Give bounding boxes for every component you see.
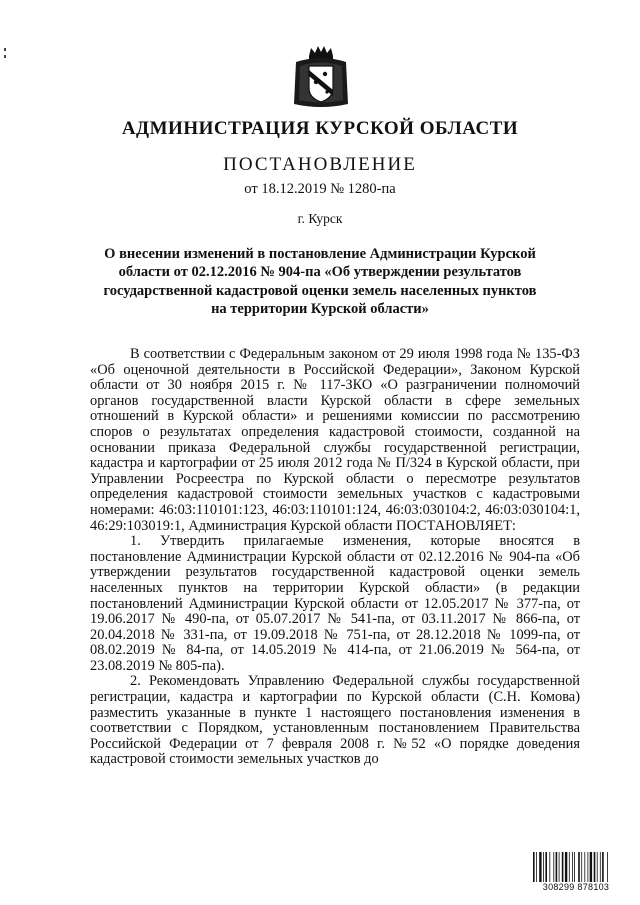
coat-of-arms-emblem xyxy=(292,44,350,110)
date-number: от 18.12.2019 № 1280-па xyxy=(244,181,396,197)
document-type: ПОСТАНОВЛЕНИЕ xyxy=(223,154,417,175)
paragraph-item-1: 1. Утвердить прилагаемые изменения, которые вносятся в постановление Администрации Курской области от 02.12.2016 № 904-па «Об утверждении результатов государственной кадастровой оценки земель населенных пунктов на территории Курской области» (в редакции постановлений Администрации Курской области от 12.05.2017 № 377-па, от 19.06.2017 № 490-па, от 05.07.2017 № 541-па, от 03.11.2017 № 866-па, от 20.04.2018 № 331-па, от 19.09.2018 № 751-па, от 28.12.2018 № 1099-па, от 08.02.2019 № 84-па, от 14.05.2019 № 414-па, от 21.06.2019 № 564-па, от 23.08.2019 № 805-па). xyxy=(90,533,580,674)
city: г. Курск xyxy=(297,211,343,226)
paragraph-item-2: 2. Рекомендовать Управлению Федеральной службы государственной регистрации, кадастра и картографии по Курской области (С.Н. Комова) разместить указанные в пункте 1 настоящего постановления изменения в соответствии с Порядком, установленным постановлением Правительства Российской Федерации от 7 февраля 2008 г. №52 «О порядке доведения кадастровой стоимости земельных участков до xyxy=(90,673,580,768)
document-subject: О внесении изменений в постановление Администрации Курской области от 02.12.2016 № 904-па «Об утверждении результатов государственной кадастровой оценки земель населенных пунктов на территории Курской области» xyxy=(103,246,537,317)
scan-margin-mark xyxy=(4,48,7,62)
document-body xyxy=(90,347,580,768)
barcode-number: 308299 878103 xyxy=(532,882,620,892)
organization-title: АДМИНИСТРАЦИЯ КУРСКОЙ ОБЛАСТИ xyxy=(121,118,519,139)
paragraph-preamble: В соответствии с Федеральным законом от 29 июля 1998 года № 135-ФЗ «Об оценочной деятельности в Российской Федерации», Законом Курской области от 30 ноября 2015 г. № 117-ЗКО «О разграничении полномочий органов государственной власти Курской области в сфере земельных отношений в Курской области» и решениями комиссии по рассмотрению споров о результатах определения кадастровой стоимости, созданной на основании приказа Федеральной службы государственной регистрации, кадастра и картографии от 25 июля 2012 года № П/324 в Курской области, при Управлении Росреестра по Курской области о пересмотре результатов определения кадастровой стоимости земельных участков с кадастровыми номерами: 46:03:110101:123, 46:03:110101:124, 46:03:030104:2, 46:03:030104:1, 46:29:103019:1, Администрация Курской области ПОСТАНОВЛЯЕТ: xyxy=(90,346,580,534)
